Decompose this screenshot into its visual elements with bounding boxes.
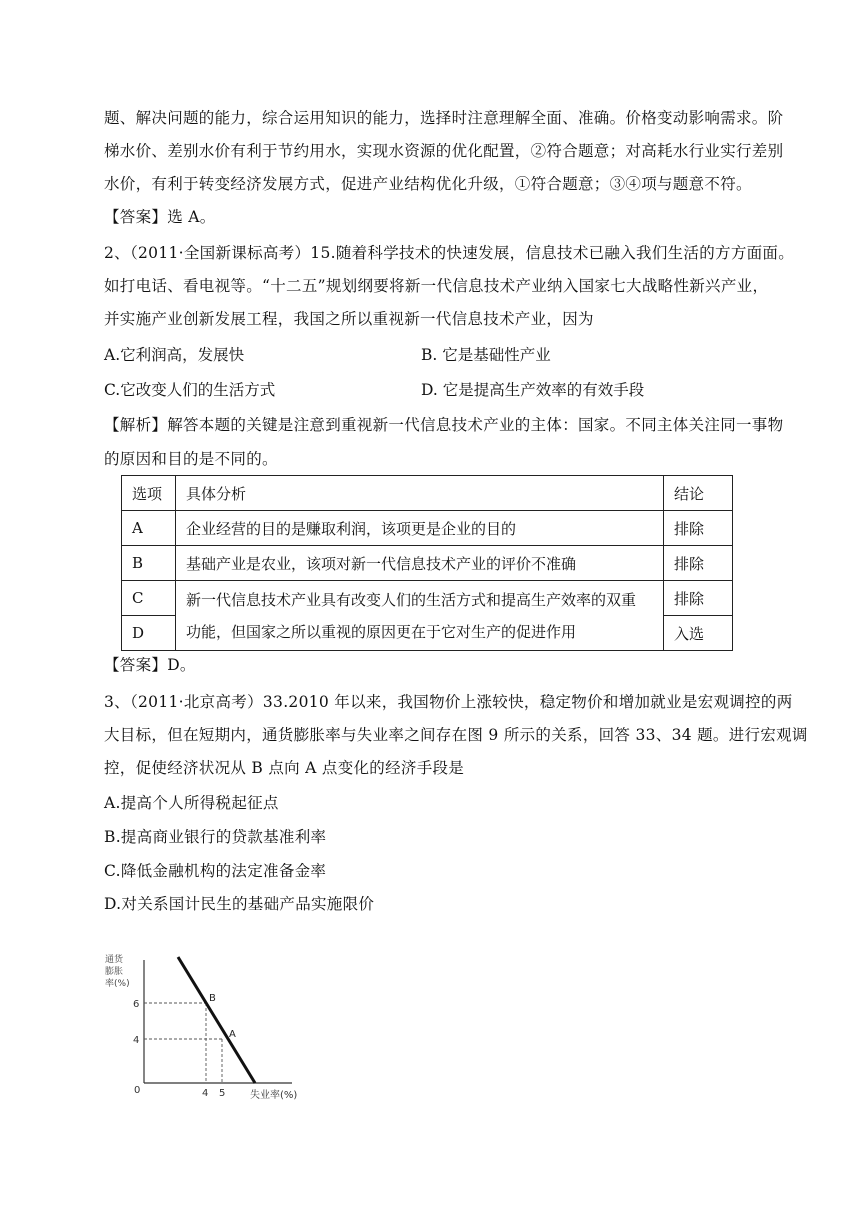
question-2-option-a: A.它利润高，发展快 xyxy=(104,346,245,364)
table-cell-analysis: 基础产业是农业，该项对新一代信息技术产业的评价不准确 xyxy=(176,546,664,581)
answer-line: 【答案】选 A。 xyxy=(104,208,216,226)
question-2-option-c: C.它改变人们的生活方式 xyxy=(104,381,276,399)
point-label-a: A xyxy=(229,1029,236,1040)
table-row xyxy=(122,581,733,616)
table-cell-option: D xyxy=(122,616,176,651)
table-cell-conclusion: 排除 xyxy=(664,581,733,616)
origin-label: 0 xyxy=(134,1085,141,1096)
table-cell-conclusion: 排除 xyxy=(664,546,733,581)
merged-line: 新一代信息技术产业具有改变人们的生活方式和提高生产效率的双重 xyxy=(186,590,637,609)
tradeoff-line xyxy=(178,957,255,1083)
table-row xyxy=(122,546,733,581)
paragraph-line: 水价，有利于转变经济发展方式，促进产业结构优化升级，①符合题意；③④项与题意不符。 xyxy=(104,175,752,193)
y-tick-label: 6 xyxy=(133,999,140,1010)
y-axis-label: 率(%) xyxy=(105,979,130,989)
paragraph-line: 梯水价、差别水价有利于节约用水，实现水资源的优化配置，②符合题意；对高耗水行业实行差别 xyxy=(104,142,784,160)
analysis-table xyxy=(121,475,733,651)
table-header: 具体分析 xyxy=(176,476,664,511)
question-2-stem: 如打电话、看电视等。“十二五”规划纲要将新一代信息技术产业纳入国家七大战略性新兴产业， xyxy=(104,277,769,295)
table-cell-option: B xyxy=(122,546,176,581)
table-row xyxy=(122,511,733,546)
question-2-option-b: B. 它是基础性产业 xyxy=(421,346,551,364)
table-cell-analysis: 企业经营的目的是赚取利润，该项更是企业的目的 xyxy=(176,511,664,546)
question-3-stem: 3、（2011·北京高考）33.2010 年以来，我国物价上涨较快，稳定物价和增加就业是宏观调控的两 xyxy=(104,693,793,711)
question-3-option-d: D.对关系国计民生的基础产品实施限价 xyxy=(104,895,375,913)
phillips-curve-figure xyxy=(102,952,312,1102)
question-3-option-b: B.提高商业银行的贷款基准利率 xyxy=(104,828,327,846)
question-3-option-a: A.提高个人所得税起征点 xyxy=(104,794,279,812)
table-cell-option: C xyxy=(122,581,176,616)
table-header-row xyxy=(122,476,733,511)
table-cell-option: A xyxy=(122,511,176,546)
table-cell-analysis-merged xyxy=(176,581,664,651)
x-tick-label: 4 xyxy=(202,1088,209,1099)
answer-line: 【答案】D。 xyxy=(104,656,196,674)
table-cell-conclusion: 排除 xyxy=(664,511,733,546)
question-2-stem: 并实施产业创新发展工程，我国之所以重视新一代信息技术产业，因为 xyxy=(104,310,594,328)
question-2-stem: 2、（2011·全国新课标高考）15.随着科学技术的快速发展，信息技术已融入我们生活的方方面面。 xyxy=(104,244,795,262)
y-tick-label: 4 xyxy=(133,1035,140,1046)
point-label-b: B xyxy=(209,993,216,1004)
table-header: 选项 xyxy=(122,476,176,511)
question-3-stem: 控，促使经济状况从 B 点向 A 点变化的经济手段是 xyxy=(104,759,465,777)
merged-line: 功能，但国家之所以重视的原因更在于它对生产的促进作用 xyxy=(186,622,577,641)
y-axis-label: 膨胀 xyxy=(105,967,124,977)
question-2-option-d: D. 它是提高生产效率的有效手段 xyxy=(421,381,645,399)
x-axis-label: 失业率(%) xyxy=(250,1090,298,1101)
analysis-line: 的原因和目的是不同的。 xyxy=(104,450,278,468)
y-axis-label: 通货 xyxy=(105,955,124,965)
x-tick-label: 5 xyxy=(219,1088,226,1099)
question-3-stem: 大目标，但在短期内，通货膨胀率与失业率之间存在图 9 所示的关系，回答 33、34 题。进行宏观调 xyxy=(104,726,808,744)
table-cell-conclusion: 入选 xyxy=(664,616,733,651)
paragraph-line: 题、解决问题的能力，综合运用知识的能力，选择时注意理解全面、准确。价格变动影响需求。阶 xyxy=(104,109,784,127)
analysis-line: 【解析】解答本题的关键是注意到重视新一代信息技术产业的主体：国家。不同主体关注同一事物 xyxy=(104,416,784,434)
question-3-option-c: C.降低金融机构的法定准备金率 xyxy=(104,862,327,880)
table-header: 结论 xyxy=(664,476,733,511)
